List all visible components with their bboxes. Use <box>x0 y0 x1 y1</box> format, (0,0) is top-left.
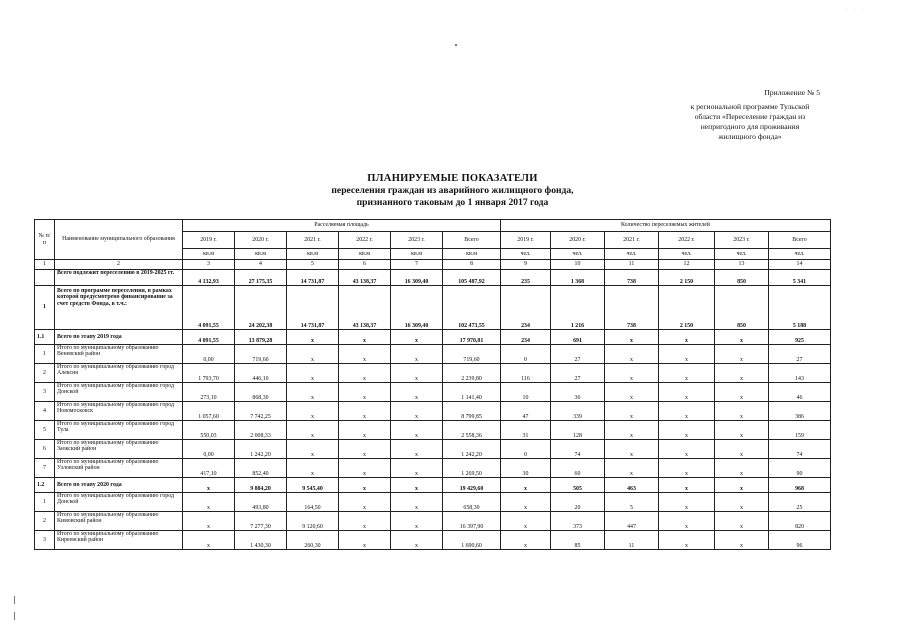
row-value: 85 <box>551 531 605 550</box>
row-value: 447 <box>605 512 659 531</box>
row-value: 691 <box>551 330 605 345</box>
row-value: 1 216 <box>551 286 605 330</box>
row-value: 1 793,70 <box>183 364 235 383</box>
row-value: х <box>391 421 443 440</box>
row-value: 46 <box>769 383 831 402</box>
table-row <box>35 383 831 402</box>
row-value: х <box>605 383 659 402</box>
row-value: х <box>339 421 391 440</box>
row-value: 658,30 <box>443 493 501 512</box>
row-value: 373 <box>551 512 605 531</box>
row-value: х <box>391 440 443 459</box>
row-value: 90 <box>769 459 831 478</box>
row-num: 3 <box>35 383 55 402</box>
row-value: 235 <box>501 270 551 286</box>
row-value: 719,60 <box>235 345 287 364</box>
row-num: 2 <box>35 512 55 531</box>
row-value: х <box>659 531 715 550</box>
table-row <box>35 531 831 550</box>
row-value: х <box>391 383 443 402</box>
row-value: 128 <box>551 421 605 440</box>
row-value: 446,10 <box>235 364 287 383</box>
scan-artifact: · · · <box>846 6 865 12</box>
appendix-title: Приложение № 5 <box>764 88 820 97</box>
table-row <box>35 440 831 459</box>
row-value: х <box>659 478 715 493</box>
header-people-year: 2020 г. <box>551 232 605 249</box>
row-value: х <box>339 512 391 531</box>
row-value: 738 <box>605 270 659 286</box>
row-num: 1.1 <box>35 330 55 345</box>
row-value: 47 <box>501 402 551 421</box>
row-value: 850 <box>715 270 769 286</box>
row-value: 8 799,85 <box>443 402 501 421</box>
header-area-group: Расселяемая площадь <box>183 220 501 232</box>
row-value: х <box>287 345 339 364</box>
column-number: 8 <box>443 260 501 270</box>
table-row <box>35 421 831 440</box>
scan-speck <box>14 596 15 604</box>
row-value: х <box>339 345 391 364</box>
row-value: х <box>715 478 769 493</box>
row-value: 0 <box>501 440 551 459</box>
header-people-year: 2022 г. <box>659 232 715 249</box>
row-value: х <box>391 330 443 345</box>
row-value: х <box>339 383 391 402</box>
row-value: 25 <box>769 493 831 512</box>
column-number: 4 <box>235 260 287 270</box>
row-value: 7 277,30 <box>235 512 287 531</box>
column-number: 5 <box>287 260 339 270</box>
row-value: 2 239,80 <box>443 364 501 383</box>
column-number: 6 <box>339 260 391 270</box>
heading-title: ПЛАНИРУЕМЫЕ ПОКАЗАТЕЛИ <box>367 173 538 184</box>
scan-speck <box>14 612 15 620</box>
row-value: 852,40 <box>235 459 287 478</box>
header-area-year: 2019 г. <box>183 232 235 249</box>
row-value: х <box>605 421 659 440</box>
row-value: 4 091,55 <box>183 330 235 345</box>
row-value: 36 <box>551 383 605 402</box>
row-value: х <box>659 512 715 531</box>
row-name: Всего по программе переселения, в рамках которой предусмотрено финансирование за счет средств Фонда, в т.ч.: <box>55 286 183 330</box>
row-num: 2 <box>35 364 55 383</box>
row-value: 386 <box>769 402 831 421</box>
row-value: 1 057,60 <box>183 402 235 421</box>
row-value: 925 <box>769 330 831 345</box>
appendix-line: к региональной программе Тульской <box>690 102 810 111</box>
row-value: 20 <box>551 493 605 512</box>
header-area-unit: кв.м <box>443 249 501 260</box>
appendix-line: области «Переселение граждан из <box>694 112 806 121</box>
row-value: 27 <box>551 364 605 383</box>
row-value: 273,10 <box>183 383 235 402</box>
row-value: 260,30 <box>287 531 339 550</box>
row-value: х <box>391 459 443 478</box>
row-value: х <box>715 493 769 512</box>
column-number: 3 <box>183 260 235 270</box>
table-row <box>35 345 831 364</box>
row-value: 9 545,40 <box>287 478 339 493</box>
row-name: Итого по муниципальному образованию город Новомосковск <box>55 402 183 421</box>
row-value: х <box>659 459 715 478</box>
row-value: х <box>501 493 551 512</box>
row-name: Итого по муниципальному образованию Узловский район <box>55 459 183 478</box>
row-name: Итого по муниципальному образованию город Донской <box>55 493 183 512</box>
header-area-unit: кв.м <box>391 249 443 260</box>
table-row <box>35 270 831 286</box>
row-name: Итого по муниципальному образованию Веневский район <box>55 345 183 364</box>
row-value: 505 <box>551 478 605 493</box>
row-value: 968 <box>769 478 831 493</box>
row-value: 2 558,36 <box>443 421 501 440</box>
row-value: 60 <box>551 459 605 478</box>
scan-speck <box>455 44 457 46</box>
row-value: х <box>287 459 339 478</box>
header-area-year: 2021 г. <box>287 232 339 249</box>
row-value: 159 <box>769 421 831 440</box>
row-value: х <box>339 478 391 493</box>
row-value: 417,10 <box>183 459 235 478</box>
row-value: 820 <box>769 512 831 531</box>
row-value: 27 <box>551 345 605 364</box>
row-num: 1 <box>35 286 55 330</box>
row-value: х <box>715 459 769 478</box>
row-value: 13 879,28 <box>235 330 287 345</box>
row-value: 1 141,40 <box>443 383 501 402</box>
table-row <box>35 402 831 421</box>
header-area-unit: кв.м <box>287 249 339 260</box>
row-value: х <box>659 345 715 364</box>
row-value: х <box>605 345 659 364</box>
row-num: 1 <box>35 345 55 364</box>
row-value: х <box>659 330 715 345</box>
appendix-line: непригодного для проживания <box>700 122 800 131</box>
header-area-unit: кв.м <box>339 249 391 260</box>
row-value: 5 341 <box>769 270 831 286</box>
row-value: 0,00 <box>183 345 235 364</box>
row-num: 3 <box>35 531 55 550</box>
row-value: 1 242,20 <box>235 440 287 459</box>
row-value: 234 <box>501 330 551 345</box>
row-name: Итого по муниципальному образованию Заокский район <box>55 440 183 459</box>
row-value: х <box>605 459 659 478</box>
row-value: 74 <box>551 440 605 459</box>
row-value: 550,03 <box>183 421 235 440</box>
header-name: Наименование муниципального образования <box>55 220 183 260</box>
row-num: 7 <box>35 459 55 478</box>
row-value: х <box>715 383 769 402</box>
header-people-unit: чел. <box>659 249 715 260</box>
row-value: х <box>501 512 551 531</box>
column-number: 11 <box>605 260 659 270</box>
column-number: 14 <box>769 260 831 270</box>
row-value: х <box>183 531 235 550</box>
row-value: х <box>391 493 443 512</box>
row-value: 1 368 <box>551 270 605 286</box>
row-value: х <box>339 402 391 421</box>
row-value: 27 175,35 <box>235 270 287 286</box>
header-area-year: Всего <box>443 232 501 249</box>
table-row <box>35 364 831 383</box>
row-num: 1 <box>35 493 55 512</box>
table-row <box>35 286 831 330</box>
row-value: 339 <box>551 402 605 421</box>
row-value: х <box>659 421 715 440</box>
table-row <box>35 512 831 531</box>
row-name: Итого по муниципальному образованию Киреевский район <box>55 531 183 550</box>
row-value: 16 309,40 <box>391 286 443 330</box>
heading-subtitle-2: признанного таковым до 1 января 2017 года <box>356 197 549 208</box>
column-number: 13 <box>715 260 769 270</box>
row-name: Итого по муниципальному образованию Кимовский район <box>55 512 183 531</box>
row-value: 0,00 <box>183 440 235 459</box>
row-value: х <box>183 493 235 512</box>
row-value: х <box>659 440 715 459</box>
row-name: Итого по муниципальному образованию город Алексин <box>55 364 183 383</box>
row-value: 5 <box>605 493 659 512</box>
row-num: 1.2 <box>35 478 55 493</box>
row-value: х <box>339 493 391 512</box>
column-number: 9 <box>501 260 551 270</box>
table-row <box>35 478 831 493</box>
row-value: 1 430,30 <box>235 531 287 550</box>
row-value: х <box>715 531 769 550</box>
row-value: 143 <box>769 364 831 383</box>
row-value: х <box>339 531 391 550</box>
row-value: 4 091,55 <box>183 286 235 330</box>
row-value: х <box>287 364 339 383</box>
column-number: 2 <box>55 260 183 270</box>
row-value: х <box>183 478 235 493</box>
row-value: 11 <box>605 531 659 550</box>
column-number: 7 <box>391 260 443 270</box>
appendix-line: жилищного фонда» <box>718 132 782 141</box>
row-value: 2 008,33 <box>235 421 287 440</box>
row-value: 719,60 <box>443 345 501 364</box>
row-value: х <box>501 531 551 550</box>
row-value: х <box>715 421 769 440</box>
row-value: х <box>659 493 715 512</box>
row-value: х <box>339 330 391 345</box>
row-value: 164,50 <box>287 493 339 512</box>
row-value: 30 <box>501 459 551 478</box>
row-value: 2 150 <box>659 270 715 286</box>
row-name: Всего по этапу 2020 года <box>55 478 183 493</box>
header-num: № п/п <box>35 220 55 260</box>
header-people-year: 2023 г. <box>715 232 769 249</box>
row-value: 102 473,55 <box>443 286 501 330</box>
row-value: х <box>287 440 339 459</box>
row-value: х <box>287 330 339 345</box>
appendix-note <box>650 88 850 142</box>
row-value: 0 <box>501 345 551 364</box>
row-value: х <box>287 421 339 440</box>
header-people-unit: чел. <box>551 249 605 260</box>
row-num <box>35 270 55 286</box>
header-area-year: 2020 г. <box>235 232 287 249</box>
column-number: 1 <box>35 260 55 270</box>
row-value: 10 <box>501 383 551 402</box>
row-value: 74 <box>769 440 831 459</box>
header-area-year: 2023 г. <box>391 232 443 249</box>
row-value: х <box>605 330 659 345</box>
header-people-group: Количество переселяемых жителей <box>501 220 831 232</box>
row-value: х <box>391 402 443 421</box>
row-value: 234 <box>501 286 551 330</box>
row-num: 5 <box>35 421 55 440</box>
row-value: х <box>715 440 769 459</box>
row-value: 868,30 <box>235 383 287 402</box>
row-value: х <box>659 383 715 402</box>
row-value: х <box>339 459 391 478</box>
header-people-unit: чел. <box>605 249 659 260</box>
row-value: х <box>715 402 769 421</box>
row-name: Всего подлежит переселению в 2019-2025 гг. <box>55 270 183 286</box>
row-value: 17 970,81 <box>443 330 501 345</box>
row-value: х <box>605 402 659 421</box>
table-row <box>35 330 831 345</box>
row-value: 14 731,87 <box>287 270 339 286</box>
row-value: х <box>715 345 769 364</box>
header-people-year: Всего <box>769 232 831 249</box>
heading-subtitle-1: переселения граждан из аварийного жилищного фонда, <box>331 185 574 196</box>
row-num: 4 <box>35 402 55 421</box>
header-area-unit: кв.м <box>183 249 235 260</box>
row-value: х <box>391 478 443 493</box>
row-value: х <box>659 364 715 383</box>
row-value: 738 <box>605 286 659 330</box>
row-value: х <box>605 440 659 459</box>
header-area-unit: кв.м <box>235 249 287 260</box>
row-value: 850 <box>715 286 769 330</box>
indicators-table <box>34 219 831 550</box>
row-name: Итого по муниципальному образованию город Тула <box>55 421 183 440</box>
header-people-year: 2019 г. <box>501 232 551 249</box>
row-value: 7 742,25 <box>235 402 287 421</box>
row-value: х <box>391 364 443 383</box>
row-value: х <box>391 345 443 364</box>
row-value: 9 120,60 <box>287 512 339 531</box>
row-value: х <box>287 402 339 421</box>
row-value: 19 429,60 <box>443 478 501 493</box>
column-number: 10 <box>551 260 605 270</box>
row-value: х <box>391 512 443 531</box>
column-number: 12 <box>659 260 715 270</box>
row-value: 43 138,37 <box>339 286 391 330</box>
row-value: 14 731,87 <box>287 286 339 330</box>
row-value: х <box>659 402 715 421</box>
row-value: х <box>501 478 551 493</box>
header-people-unit: чел. <box>715 249 769 260</box>
row-value: 96 <box>769 531 831 550</box>
header-people-unit: чел. <box>501 249 551 260</box>
row-value: х <box>339 440 391 459</box>
row-value: 16 309,40 <box>391 270 443 286</box>
row-value: 1 269,50 <box>443 459 501 478</box>
row-value: 463 <box>605 478 659 493</box>
row-value: 1 242,20 <box>443 440 501 459</box>
row-name: Всего по этапу 2019 года <box>55 330 183 345</box>
document-heading <box>200 172 705 209</box>
row-value: 4 132,93 <box>183 270 235 286</box>
row-value: х <box>715 512 769 531</box>
header-row-column-numbers <box>35 260 831 270</box>
row-value: х <box>715 330 769 345</box>
row-name: Итого по муниципальному образованию город Донской <box>55 383 183 402</box>
row-value: 1 690,60 <box>443 531 501 550</box>
header-row-groups <box>35 220 831 232</box>
header-people-unit: чел. <box>769 249 831 260</box>
row-value: 105 487,92 <box>443 270 501 286</box>
row-value: х <box>605 364 659 383</box>
table-row <box>35 493 831 512</box>
row-value: 2 150 <box>659 286 715 330</box>
row-value: х <box>339 364 391 383</box>
row-value: х <box>391 531 443 550</box>
row-value: 9 884,20 <box>235 478 287 493</box>
row-value: 5 188 <box>769 286 831 330</box>
row-value: 31 <box>501 421 551 440</box>
row-value: 27 <box>769 345 831 364</box>
row-value: х <box>183 512 235 531</box>
table-row <box>35 459 831 478</box>
row-value: 493,80 <box>235 493 287 512</box>
header-area-year: 2022 г. <box>339 232 391 249</box>
row-value: 43 138,37 <box>339 270 391 286</box>
row-value: 116 <box>501 364 551 383</box>
row-value: х <box>715 364 769 383</box>
header-people-year: 2021 г. <box>605 232 659 249</box>
row-value: 16 397,90 <box>443 512 501 531</box>
row-value: х <box>287 383 339 402</box>
row-num: 6 <box>35 440 55 459</box>
row-value: 24 202,38 <box>235 286 287 330</box>
